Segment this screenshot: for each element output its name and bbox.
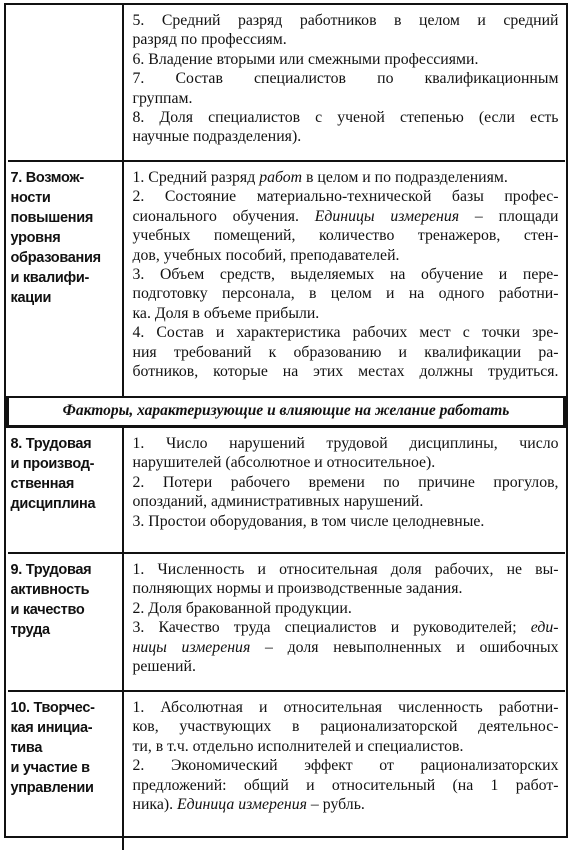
indicator-line: 1. Средний разряд работ в целом и по подразделениям. <box>132 169 508 186</box>
factor-line: и участие в <box>10 760 90 776</box>
factor-line: 10. Творчес- <box>10 700 95 716</box>
table-row-factor-10 <box>8 691 565 850</box>
table-row-factor-7 <box>8 161 565 397</box>
factor-line: 8. Трудовая <box>10 436 92 452</box>
factor-line: кая инициа- <box>10 720 93 736</box>
table-row-factor-9 <box>8 553 565 691</box>
indicator-line: 7. Состав специалистов по квалификационным <box>132 70 559 88</box>
indicator-line: ника). Единица измерения – рубль. <box>132 796 365 814</box>
factor-line: управлении <box>10 780 94 796</box>
table-row-continued <box>8 5 565 161</box>
indicator-line: ков, участвующих в рационализаторской деятельнос- <box>132 718 559 736</box>
indicator-line: группам. <box>132 89 193 107</box>
factor-cell <box>8 427 123 554</box>
indicator-line: 2. Потери рабочего времени по причине прогулов, <box>132 473 559 491</box>
factor-line: 7. Возмож- <box>10 170 84 186</box>
factor-line: повышения <box>10 210 93 226</box>
factor-line: кации <box>10 290 52 306</box>
factor-line: ности <box>10 190 51 206</box>
indicator-line: подготовку персонала, в целом и на одного работни- <box>132 285 559 303</box>
indicator-line: сионального обучения. Единицы измерения – площади <box>132 207 559 225</box>
factor-line: 9. Трудовая <box>10 562 92 578</box>
indicator-line: 6. Владение вторыми или смежными профессиями. <box>132 50 479 68</box>
section-header-row <box>8 397 565 427</box>
indicator-line: 3. Качество труда специалистов и руководителей; еди- <box>132 619 559 637</box>
indicator-line: 1. Абсолютная и относительная численность работни- <box>132 699 559 716</box>
indicator-line: ботников, которые на этих местах должны трудиться. <box>132 363 559 381</box>
factor-line: тива <box>10 740 43 756</box>
factor-line: и качество <box>10 602 85 618</box>
indicator-line: полняющих нормы и производственные задания. <box>132 580 463 598</box>
indicator-line: научные подразделения). <box>132 128 302 146</box>
indicator-line: 4. Состав и характеристика рабочих мест с точки зре- <box>132 324 559 342</box>
indicator-line: 1. Число нарушений трудовой дисциплины, число <box>132 435 559 452</box>
indicator-line: 1. Численность и относительная доля рабочих, не вы- <box>132 561 559 578</box>
factor-line: уровня <box>10 230 61 246</box>
indicator-line: ка. Доля в объеме прибыли. <box>132 304 320 322</box>
factor-cell <box>8 5 123 161</box>
factor-line: труда <box>10 622 50 638</box>
indicator-line: предложений: общий и относительный (на 1 работ- <box>132 776 559 794</box>
indicator-cell <box>123 553 565 691</box>
document-page <box>4 3 568 838</box>
indicator-cell <box>123 5 565 161</box>
factors-table <box>6 5 566 850</box>
indicator-line: опозданий, административных нарушений. <box>132 493 424 511</box>
indicator-cell <box>123 427 565 554</box>
section-title: Факторы, характеризующие и влияющие на желание работать <box>8 397 565 427</box>
factor-cell <box>8 161 123 397</box>
indicator-line: 5. Средний разряд работников в целом и средний <box>132 12 559 29</box>
indicator-line: ти, в т.ч. отдельно исполнителей и специалистов. <box>132 737 464 755</box>
indicator-line: учебных помещений, количество тренажеров, стен- <box>132 227 559 245</box>
indicator-line: 2. Состояние материально-технической базы профес- <box>132 188 559 206</box>
factor-line: образования <box>10 250 101 266</box>
factor-cell <box>8 553 123 691</box>
indicator-line: ницы измерения – доля невыполненных и ошибочных <box>132 638 559 656</box>
indicator-line: ния требований к образованию и квалификации ра- <box>132 343 559 361</box>
table-row-factor-8 <box>8 427 565 554</box>
factor-line: ственная <box>10 476 75 492</box>
factor-line: и квалифи- <box>10 270 90 286</box>
factor-cell <box>8 691 123 850</box>
indicator-line: решений. <box>132 658 196 676</box>
indicator-line: 3. Объем средств, выделяемых на обучение и пере- <box>132 266 559 284</box>
indicator-line: разряд по профессиям. <box>132 31 287 49</box>
indicator-line: дов, учебных пособий, преподавателей. <box>132 246 400 264</box>
factor-line: активность <box>10 582 90 598</box>
indicator-cell <box>123 161 565 397</box>
indicator-line: нарушителей (абсолютное и относительное). <box>132 454 436 472</box>
indicator-line: 8. Доля специалистов с ученой степенью (если есть <box>132 109 559 127</box>
indicator-line: 3. Простои оборудования, в том числе целодневные. <box>132 512 485 530</box>
indicator-cell <box>123 691 565 850</box>
indicator-line: 2. Доля бракованной продукции. <box>132 599 352 617</box>
factor-line: и производ- <box>10 456 95 472</box>
indicator-line: 2. Экономический эффект от рационализаторских <box>132 757 559 775</box>
factor-line: дисциплина <box>10 496 96 512</box>
